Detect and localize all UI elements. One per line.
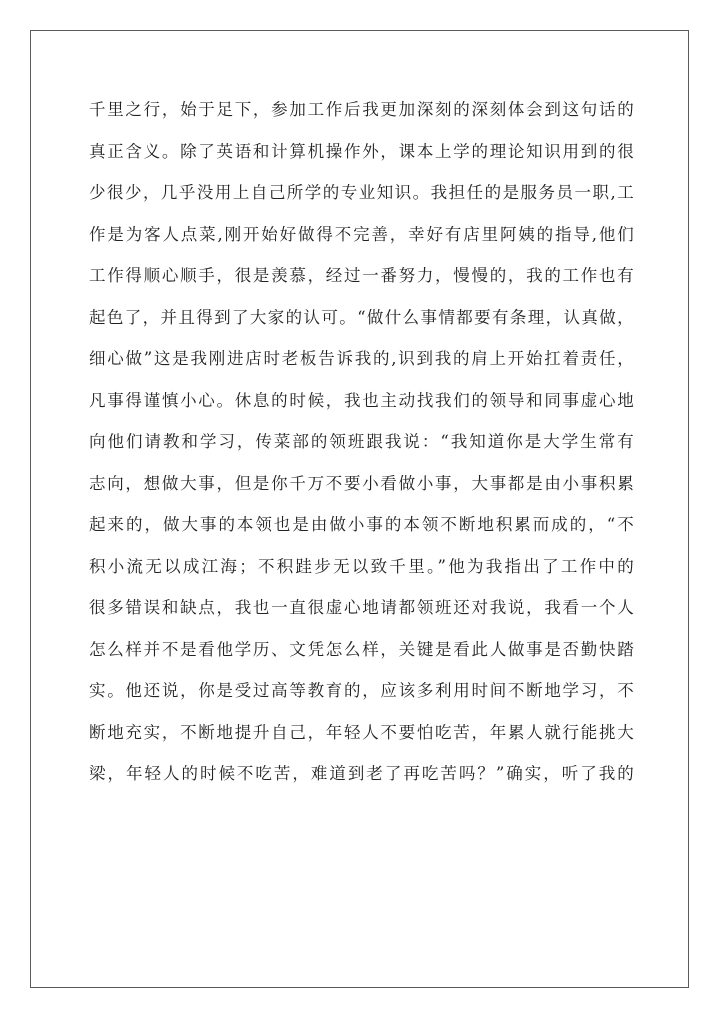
text-line: 千里之行，始于足下，参加工作后我更加深刻的深刻体会到这句话的 [89, 100, 634, 119]
text-line: 细心做”这是我刚进店时老板告诉我的,识到我的肩上开始扛着责任， [89, 349, 634, 368]
text-line: 起色了，并且得到了大家的认可。“做什么事情都要有条理，认真做， [89, 307, 634, 327]
text-line: 真正含义。除了英语和计算机操作外，课本上学的理论知识用到的很 [89, 141, 634, 161]
body-text [89, 95, 634, 801]
text-line: 工作得顺心顺手，很是羡慕，经过一番努力，慢慢的，我的工作也有 [89, 266, 634, 285]
text-line: 断地充实，不断地提升自己，年轻人不要怕吃苦，年累人就行能挑大 [89, 722, 634, 742]
text-line: 很多错误和缺点，我也一直很虚心地请都领班还对我说，我看一个人 [89, 598, 634, 617]
text-line: 向他们请教和学习，传菜部的领班跟我说：“我知道你是大学生常有 [89, 432, 634, 451]
text-line: 实。他还说，你是受过高等教育的，应该多利用时间不断地学习，不 [89, 681, 634, 700]
text-line: 作是为客人点菜,刚开始好做得不完善，幸好有店里阿姨的指导,他们 [89, 224, 634, 244]
text-line: 积小流无以成江海；不积跬步无以致千里。”他为我指出了工作中的 [89, 556, 634, 576]
text-line: 凡事得谨慎小心。休息的时候，我也主动找我们的领导和同事虚心地 [89, 390, 634, 410]
text-line: 志向，想做大事，但是你千万不要小看做小事，大事都是由小事积累 [89, 473, 634, 493]
text-line: 少很少，几乎没用上自己所学的专业知识。我担任的是服务员一职,工 [89, 183, 634, 202]
text-line: 起来的，做大事的本领也是由做小事的本领不断地积累而成的，“不 [89, 515, 634, 534]
text-line: 怎么样并不是看他学历、文凭怎么样，关键是看此人做事是否勤快踏 [89, 639, 634, 659]
text-line: 梁，年轻人的时候不吃苦，难道到老了再吃苦吗？”确实，听了我的 [89, 764, 634, 783]
